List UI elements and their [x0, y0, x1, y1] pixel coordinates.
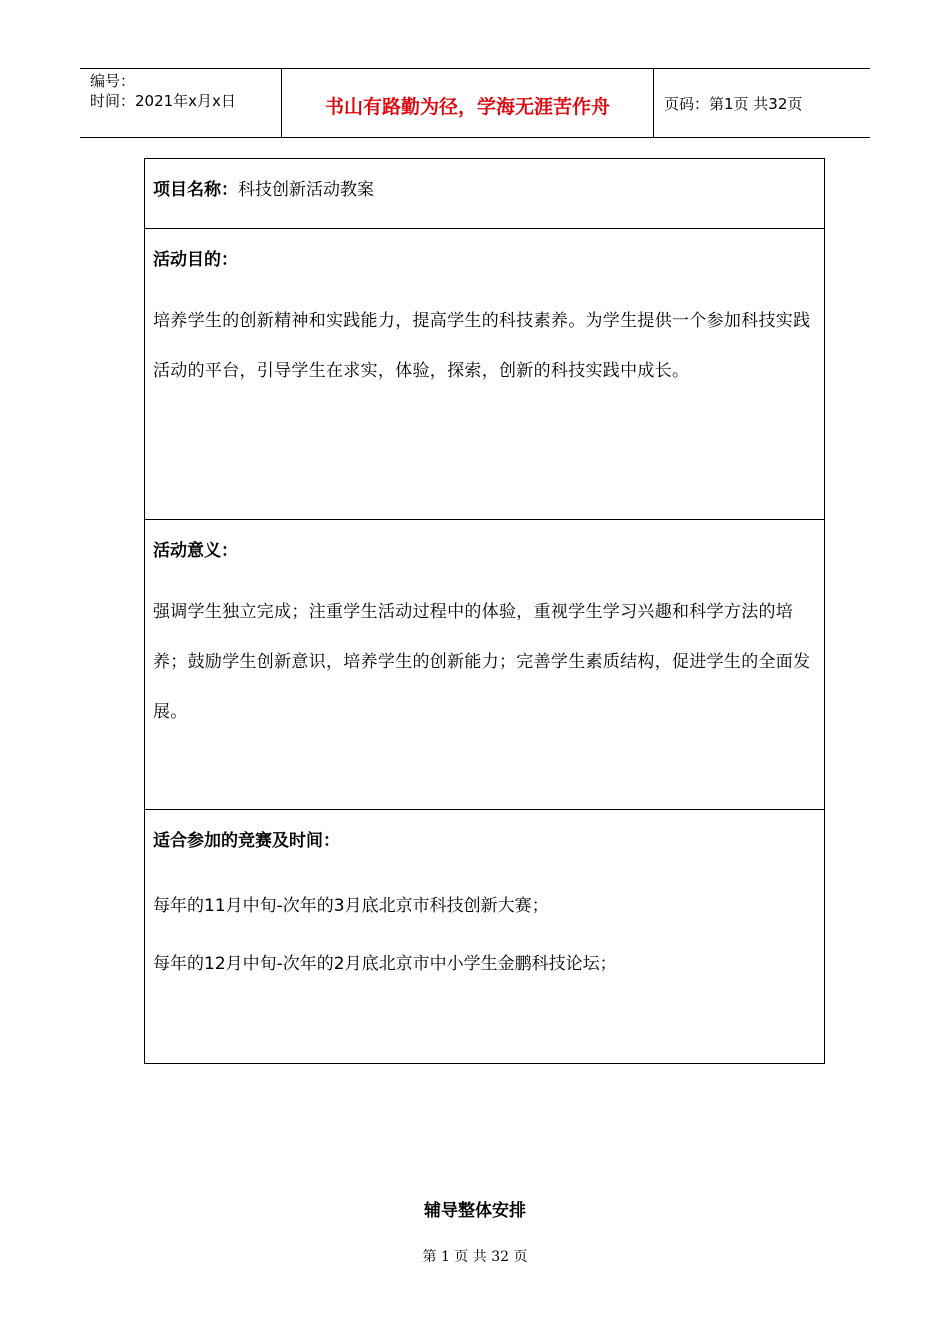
header-page-info: 页码：第1页 共32页	[664, 94, 803, 113]
meaning-row	[145, 520, 824, 810]
number-label: 编号：	[90, 72, 136, 90]
project-name-value: 科技创新活动教案	[238, 180, 374, 200]
header-motto: 书山有路勤为径，学海无涯苦作舟	[282, 69, 654, 137]
purpose-row	[145, 229, 824, 520]
competitions-row	[145, 810, 824, 1064]
section-title: 辅导整体安排	[424, 1201, 526, 1221]
lesson-plan-table	[144, 158, 825, 1064]
project-name-label: 项目名称：	[153, 180, 238, 200]
time-label: 时间：2021年x月x日	[90, 92, 236, 110]
meaning-text: 强调学生独立完成；注重学生活动过程中的体验，重视学生学习兴趣和科学方法的培养；鼓励学生创新意识，培养学生的创新能力；完善学生素质结构，促进学生的全面发展。	[153, 602, 811, 722]
purpose-label: 活动目的：	[153, 250, 238, 270]
competitions-list	[153, 877, 816, 993]
competitions-label: 适合参加的竞赛及时间：	[153, 831, 340, 851]
header-meta	[80, 69, 282, 137]
page-header	[80, 68, 870, 138]
meaning-label: 活动意义：	[153, 541, 238, 561]
project-name-row	[145, 159, 824, 229]
competition-item: 每年的11月中旬-次年的3月底北京市科技创新大赛；	[153, 896, 549, 916]
competition-item: 每年的12月中旬-次年的2月底北京市中小学生金鹏科技论坛；	[153, 954, 617, 974]
purpose-text: 培养学生的创新精神和实践能力，提高学生的科技素养。为学生提供一个参加科技实践活动的平台，引导学生在求实，体验，探索，创新的科技实践中成长。	[153, 311, 811, 381]
page-footer: 第 1 页 共 32 页	[422, 1249, 528, 1265]
